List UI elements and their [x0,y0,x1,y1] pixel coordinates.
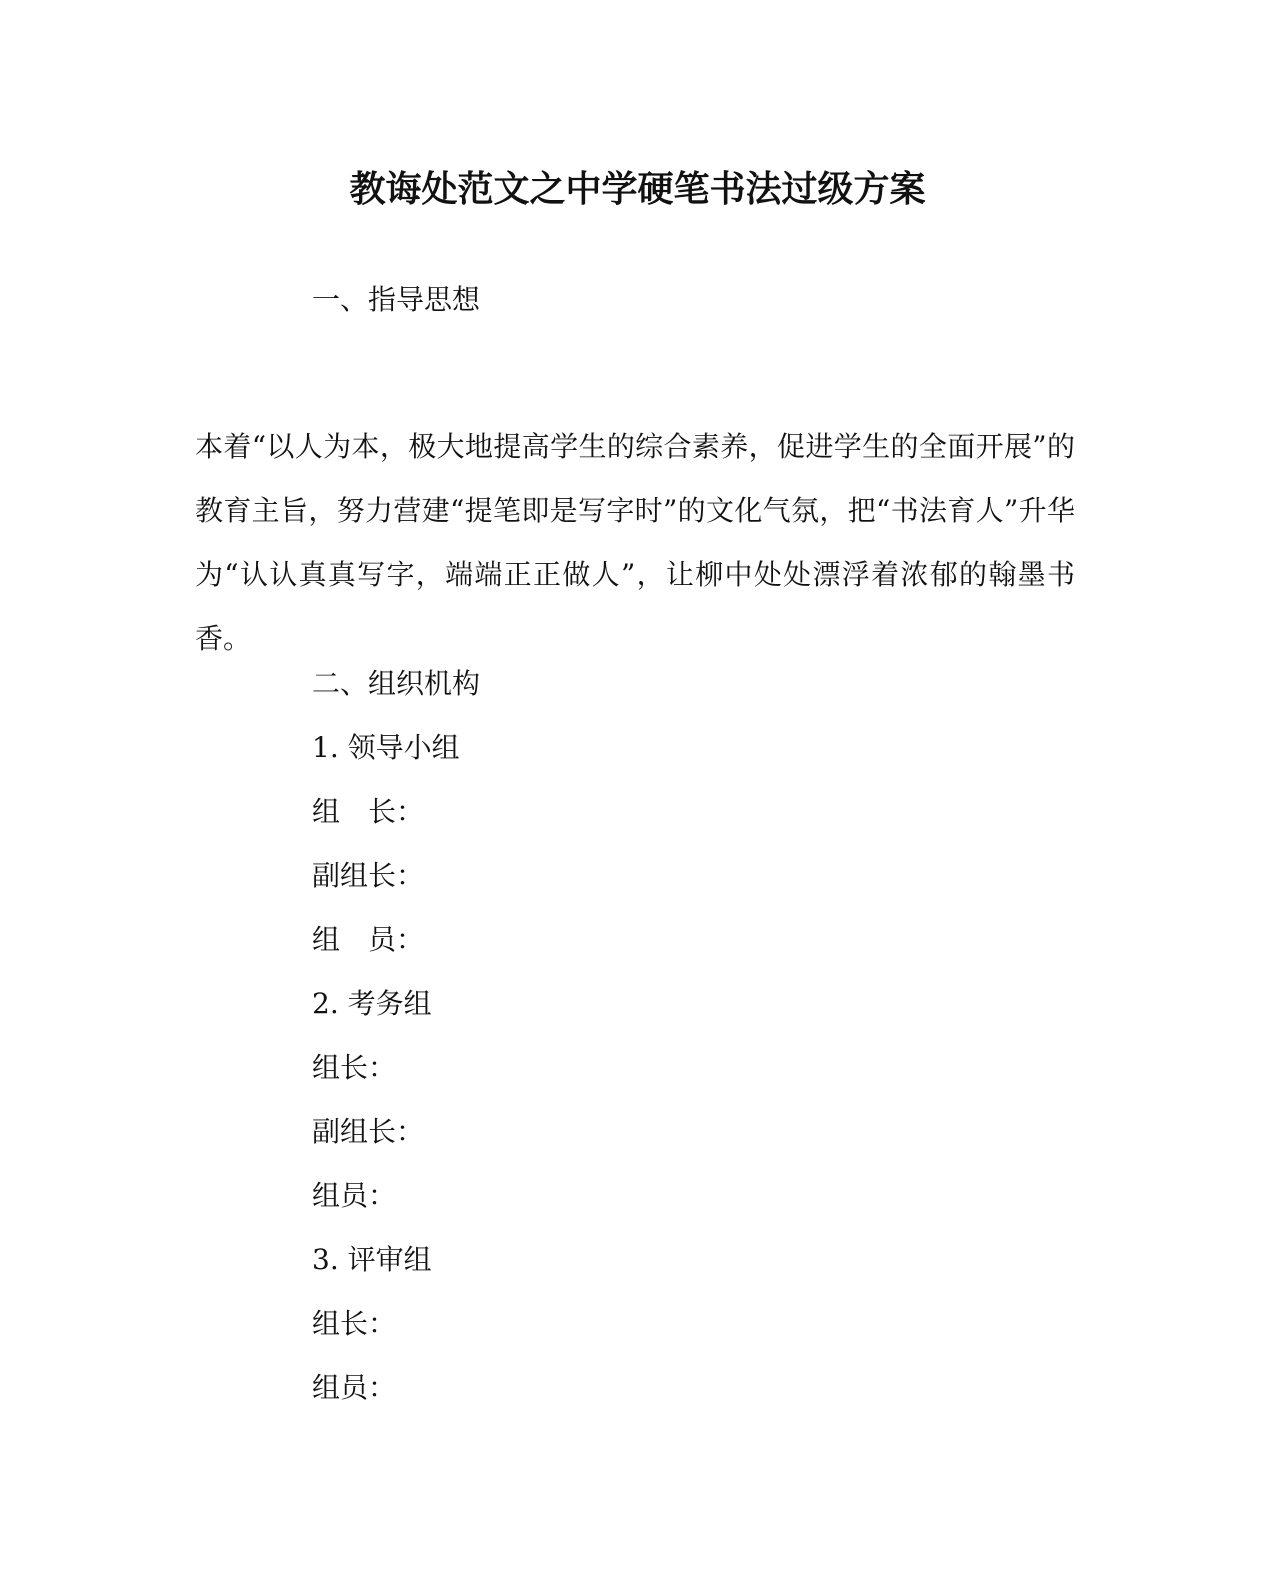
group3-members: 组员： [312,1371,397,1404]
group1-leader: 组 长： [312,795,425,828]
group3-leader: 组长： [312,1307,397,1340]
group2-leader: 组长： [312,1051,397,1084]
group1-deputy: 副组长： [312,859,425,892]
section2-heading: 二、组织机构 [312,667,481,700]
group2-heading: 2. 考务组 [312,987,432,1020]
group2-members: 组员： [312,1179,397,1212]
group3-heading: 3. 评审组 [312,1243,432,1276]
group1-heading: 1. 领导小组 [312,731,460,764]
group2-deputy: 副组长： [312,1115,425,1148]
document-title: 教诲处范文之中学硬笔书法过级方案 [349,168,926,210]
section1-paragraph: 本着“以人为本，极大地提高学生的综合素养，促进学生的全面开展”的教育主旨，努力营建“提笔即是写字时”的文化气氛，把“书法育人”升华为“认认真真写字，端端正正做人”，让柳中处处漂浮着浓郁的翰墨书香。 [195,430,1075,655]
section1-heading: 一、指导思想 [312,283,481,316]
group1-members: 组 员： [312,923,425,956]
